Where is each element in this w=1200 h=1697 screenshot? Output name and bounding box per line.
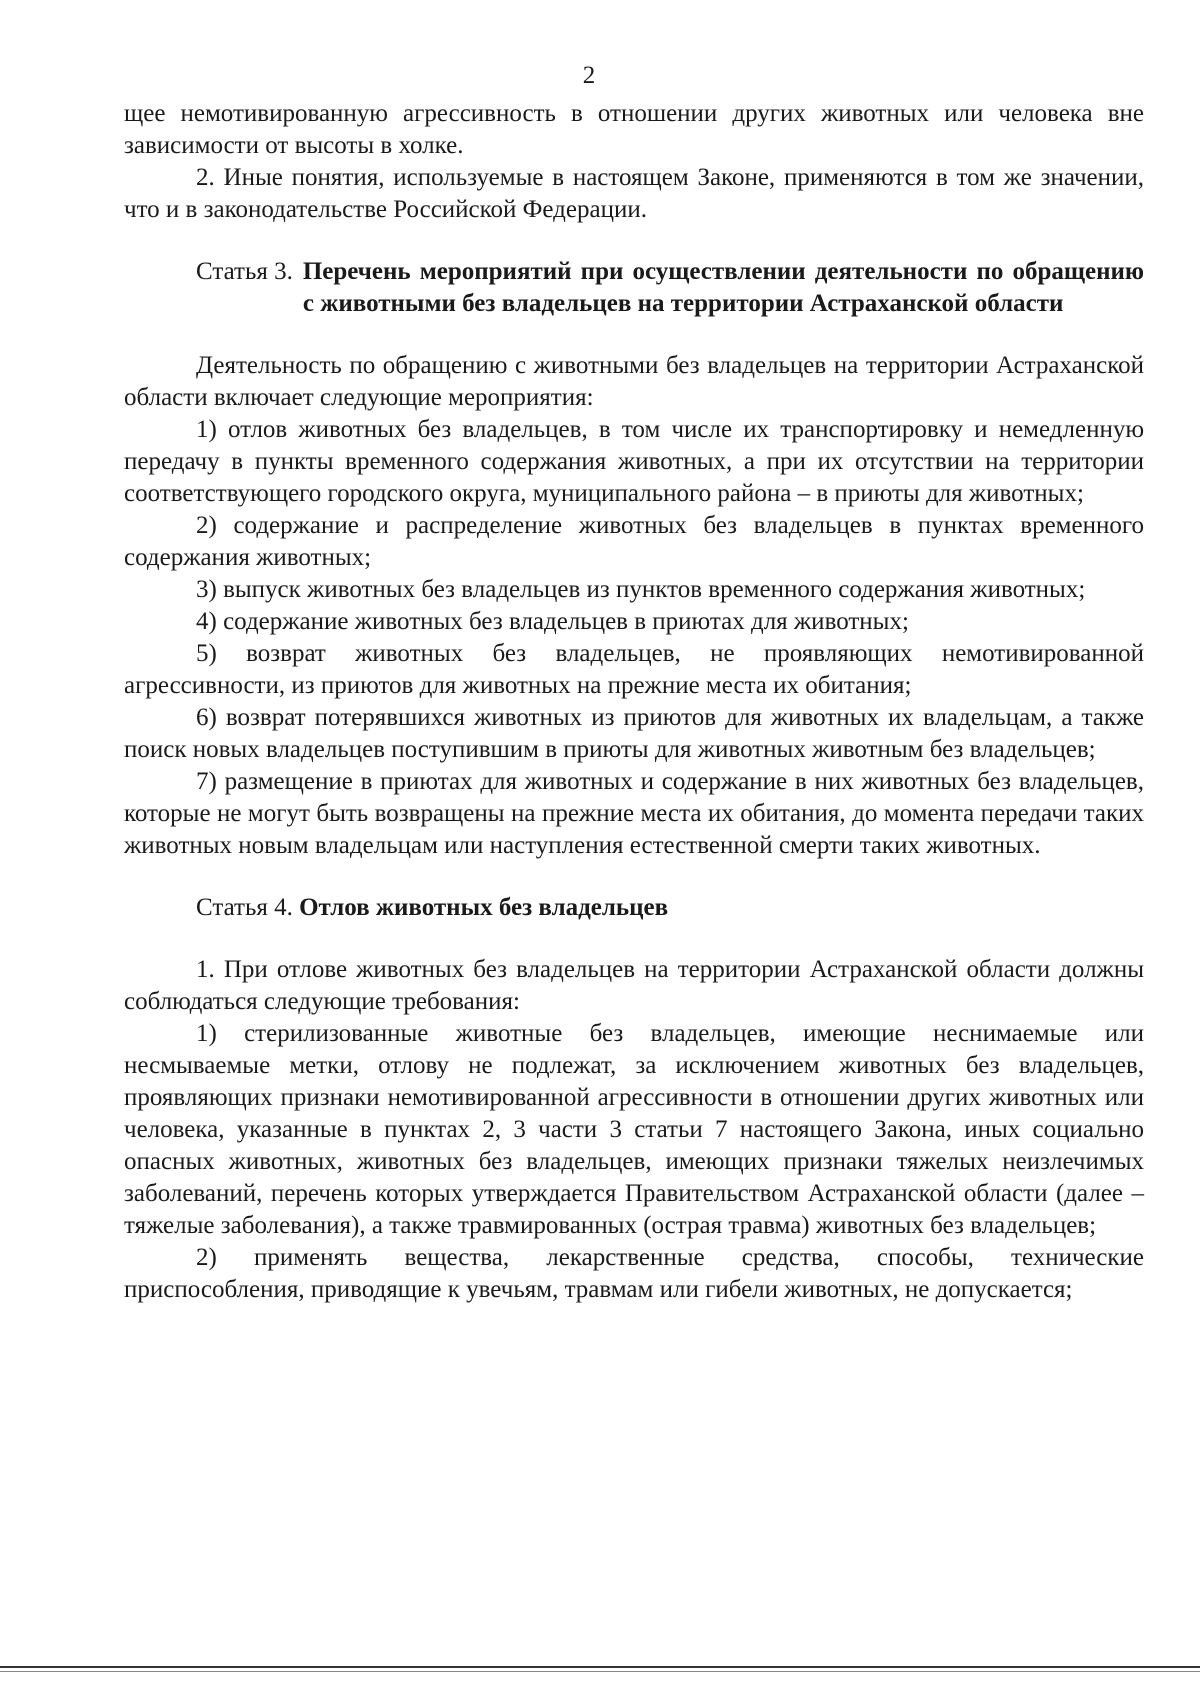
article-3-item-1: 1) отлов животных без владельцев, в том числе их транспортировку и немедленную передачу в пункты временного содержания животных, а при их отсутствии на территории соответствующего городского округа, муниципального района – в приюты для животных; (124, 416, 1144, 507)
article-4-item-2: 2) применять вещества, лекарственные средства, способы, технические приспособления, приводящие к увечьям, травмам или гибели животных, не допускается; (124, 1244, 1144, 1303)
article-4-label: Статья 4. (196, 894, 293, 921)
article-3-item-4: 4) содержание животных без владельцев в приютах для животных; (196, 608, 909, 635)
article-3-item-7: 7) размещение в приютах для животных и содержание в них животных без владельцев, которые не могут быть возвращены на прежние места их обитания, до момента передачи таких животных новым владельцам или наступления естественной смерти таких животных. (124, 768, 1144, 859)
page-number: 2 (582, 62, 596, 89)
spacer (124, 226, 1144, 256)
scan-edge-line (0, 1666, 1200, 1668)
article-3-item-2: 2) содержание и распределение животных без владельцев в пунктах временного содержания животных; (124, 512, 1144, 571)
spacer (124, 862, 1144, 892)
paragraph-continuation: щее немотивированную агрессивность в отношении других животных или человека вне зависимости от высоты в холке. (124, 100, 1144, 159)
paragraph-definitions: 2. Иные понятия, используемые в настоящем Законе, применяются в том же значении, что и в законодательстве Российской Федерации. (124, 164, 1144, 223)
scan-edge-line (0, 1671, 1200, 1672)
article-4-heading (196, 892, 1144, 924)
article-3-intro: Деятельность по обращению с животными без владельцев на территории Астраханской области включает следующие мероприятия: (124, 352, 1144, 411)
article-3-item-6: 6) возврат потерявшихся животных из приютов для животных их владельцам, а также поиск новых владельцев поступившим в приюты для животных животным без владельцев; (124, 704, 1144, 763)
article-3-title: Перечень мероприятий при осуществлении деятельности по обращению с животными без владельцев на территории Астраханской области (302, 258, 1144, 317)
article-4-item-1: 1) стерилизованные животные без владельцев, имеющие неснимаемые или несмываемые метки, отлову не подлежат, за исключением животных без владельцев, проявляющих признаки немотивированной агрессивности в отношении других животных или человека, указанные в пунктах 2, 3 части 3 статьи 7 настоящего Закона, иных социально опасных животных, животных без владельцев, имеющих признаки тяжелых неизлечимых заболеваний, перечень которых утверждается Правительством Астраханской области (далее – тяжелые заболевания), а также травмированных (острая травма) животных без владельцев; (124, 1020, 1144, 1239)
document-page (124, 60, 1144, 1306)
article-3-item-5: 5) возврат животных без владельцев, не проявляющих немотивированной агрессивности, из приютов для животных на прежние места их обитания; (124, 640, 1144, 699)
article-3-label: Статья 3. (196, 258, 293, 285)
article-4-title: Отлов животных без владельцев (299, 894, 669, 921)
spacer (124, 924, 1144, 954)
article-3-heading (196, 256, 1144, 320)
article-4-intro: 1. При отлове животных без владельцев на территории Астраханской области должны соблюдаться следующие требования: (124, 956, 1144, 1015)
article-3-item-3: 3) выпуск животных без владельцев из пунктов временного содержания животных; (196, 576, 1086, 603)
spacer (124, 320, 1144, 350)
